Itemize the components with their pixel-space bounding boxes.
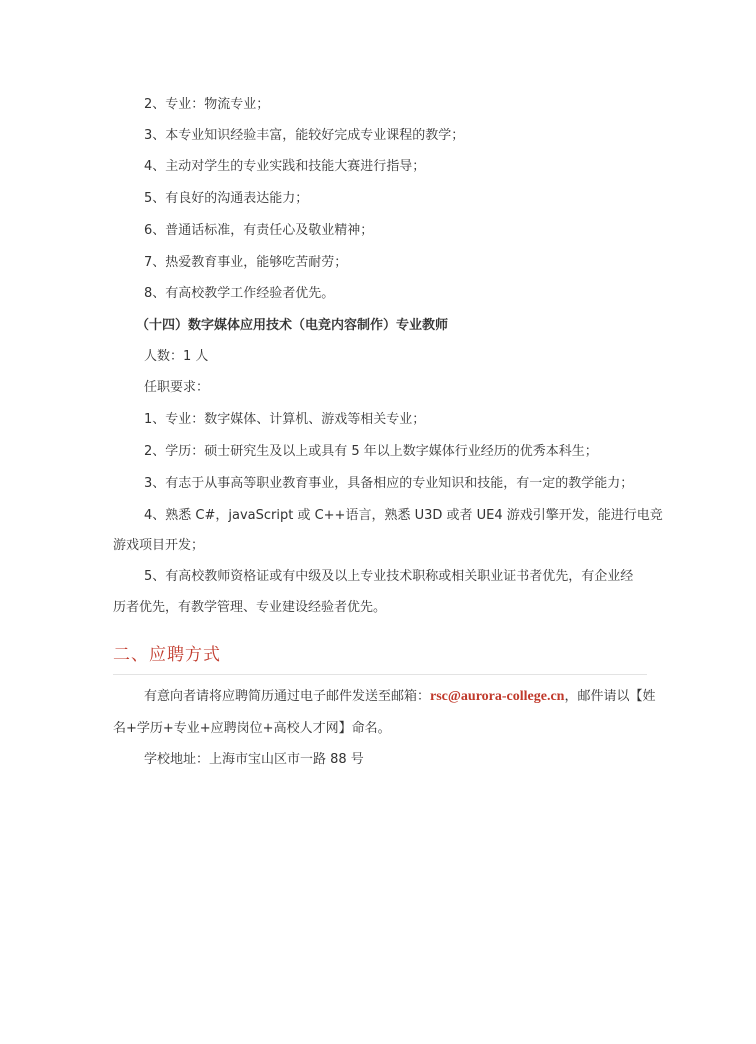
email-link[interactable]: rsc@aurora-college.cn — [430, 689, 565, 704]
position-14-item-5-line1: 5、有高校教师资格证或有中级及以上专业技术职称或相关职业证书者优先，有企业经 — [144, 569, 634, 584]
req-item-6: 6、普通话标准，有责任心及敬业精神； — [144, 223, 374, 238]
req-item-7: 7、热爱教育事业，能够吃苦耐劳； — [144, 255, 348, 270]
req-item-2: 2、专业：物流专业； — [144, 97, 270, 112]
req-item-8: 8、有高校教学工作经验者优先。 — [144, 286, 335, 301]
apply-prefix: 有意向者请将应聘简历通过电子邮件发送至邮箱： — [144, 689, 431, 704]
position-14-item-5-line2: 历者优先，有教学管理、专业建设经验者优先。 — [113, 600, 387, 615]
apply-instructions-line1 — [144, 689, 655, 705]
position-14-req-label: 任职要求： — [144, 380, 210, 395]
position-14-item-4-line1: 4、熟悉 C#，javaScript 或 C++语言，熟悉 U3D 或者 UE4 游戏引擎开发，能进行电竞 — [144, 508, 663, 523]
position-14-item-1: 1、专业：数字媒体、计算机、游戏等相关专业； — [144, 412, 426, 427]
school-address: 学校地址：上海市宝山区市一路 88 号 — [144, 752, 364, 767]
apply-suffix: ，邮件请以【姓 — [564, 689, 656, 704]
section-2-title: 二、应聘方式 — [113, 645, 221, 665]
position-14-item-4-line2: 游戏项目开发； — [113, 538, 205, 553]
position-14-item-2: 2、学历：硕士研究生及以上或具有 5 年以上数字媒体行业经历的优秀本科生； — [144, 444, 598, 459]
section-divider — [113, 674, 647, 675]
position-14-item-3: 3、有志于从事高等职业教育事业，具备相应的专业知识和技能，有一定的教学能力； — [144, 476, 634, 491]
req-item-4: 4、主动对学生的专业实践和技能大赛进行指导； — [144, 159, 426, 174]
req-item-3: 3、本专业知识经验丰富，能较好完成专业课程的教学； — [144, 128, 465, 143]
req-item-5: 5、有良好的沟通表达能力； — [144, 191, 309, 206]
apply-instructions-line2: 名+学历+专业+应聘岗位+高校人才网】命名。 — [113, 721, 391, 736]
position-14-headcount: 人数：1 人 — [144, 349, 209, 364]
position-14-title: （十四）数字媒体应用技术（电竞内容制作）专业教师 — [136, 318, 449, 333]
